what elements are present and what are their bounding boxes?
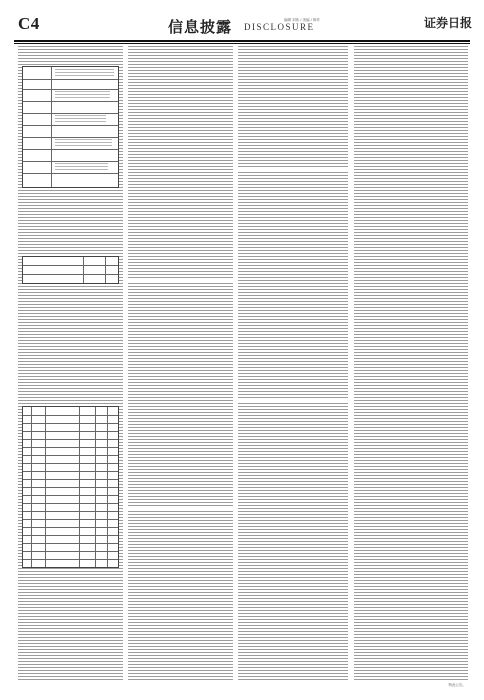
page-number: C4 <box>18 14 40 33</box>
column-3 <box>238 46 348 682</box>
table-top <box>22 66 119 188</box>
section-title-cn: 信息披露 <box>168 18 233 36</box>
header-rule <box>14 40 470 42</box>
column-4 <box>354 46 468 682</box>
masthead <box>10 14 474 40</box>
closing-note: 特此公告。 <box>448 683 466 687</box>
table-holders <box>22 406 119 568</box>
table-mid <box>22 256 119 284</box>
newspaper-logo: 证券日报 <box>423 16 472 30</box>
editor-meta: 编辑 刘伟 / 美编 / 制作 <box>284 18 320 22</box>
column-text <box>238 46 348 682</box>
column-2 <box>128 46 233 682</box>
header-rule-thin <box>14 43 470 44</box>
section-title-en: DISCLOSURE <box>244 22 315 32</box>
column-1 <box>18 46 123 682</box>
column-text <box>128 46 233 682</box>
